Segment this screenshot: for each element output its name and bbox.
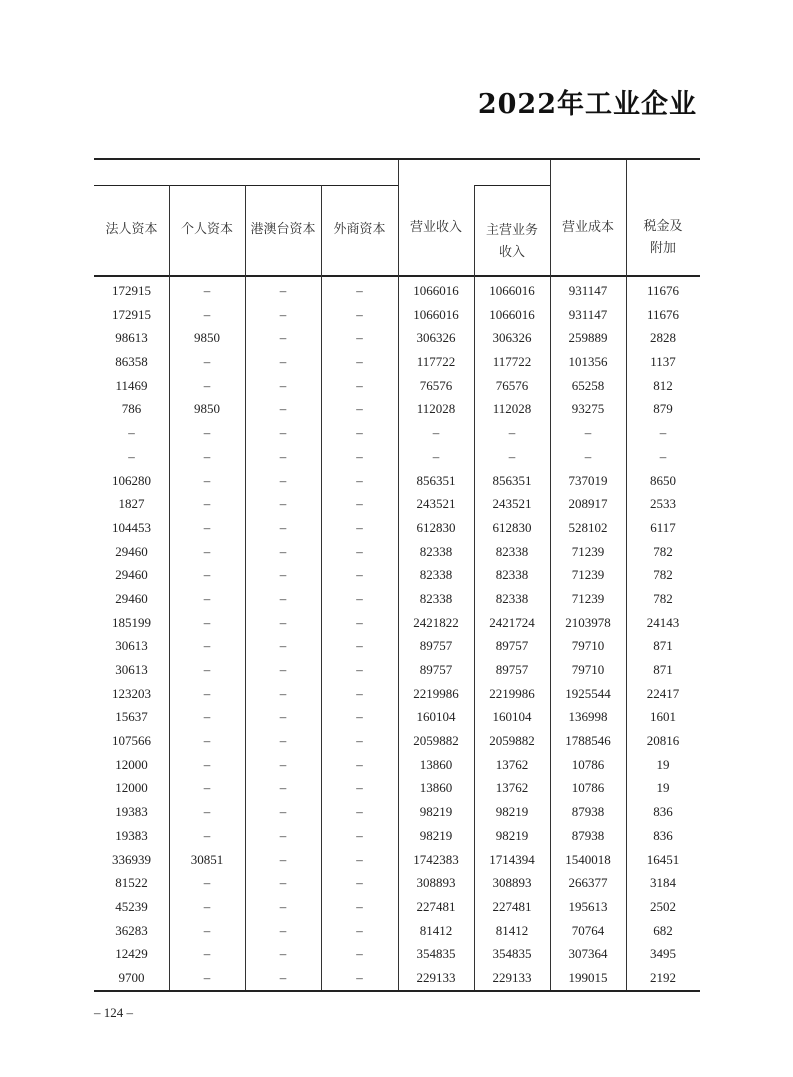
cell-operating-cost: –	[584, 425, 592, 441]
cell-hk-macao-taiwan-capital: –	[279, 543, 287, 559]
header-group-divider	[474, 185, 550, 186]
cell-personal-capital: –	[203, 472, 211, 488]
cell-main-business-revenue: 98219	[495, 827, 529, 843]
cell-operating-cost: 93275	[571, 401, 605, 417]
cell-personal-capital: –	[203, 283, 211, 298]
cell-hk-macao-taiwan-capital: –	[279, 662, 287, 678]
cell-operating-cost: –	[584, 448, 592, 464]
cell-personal-capital: –	[203, 780, 211, 796]
cell-taxes-surcharges: 8650	[650, 472, 676, 488]
cell-taxes-surcharges: 1601	[650, 709, 676, 725]
cell-main-business-revenue: 308893	[492, 875, 532, 891]
cell-hk-macao-taiwan-capital: –	[279, 922, 287, 938]
cell-operating-cost: 79710	[571, 662, 605, 678]
cell-legal-capital: 123203	[112, 685, 151, 701]
cell-operating-revenue: 1742383	[413, 851, 459, 867]
cell-operating-cost: 87938	[571, 804, 605, 820]
cell-legal-capital: 12000	[115, 780, 148, 796]
cell-operating-cost: 195613	[568, 898, 608, 914]
cell-main-business-revenue: 98219	[495, 804, 529, 820]
cell-foreign-capital: –	[356, 401, 363, 417]
cell-operating-revenue: 76576	[419, 377, 453, 393]
cell-hk-macao-taiwan-capital: –	[279, 709, 287, 725]
cell-legal-capital: 106280	[112, 472, 151, 488]
cell-legal-capital: 107566	[112, 733, 151, 749]
cell-hk-macao-taiwan-capital: –	[279, 330, 287, 346]
cell-operating-cost: 199015	[568, 970, 608, 985]
cell-main-business-revenue: 13762	[495, 780, 529, 796]
cell-personal-capital: –	[203, 970, 211, 985]
cell-main-business-revenue: 856351	[492, 472, 532, 488]
cell-legal-capital: 81522	[115, 875, 148, 891]
cell-hk-macao-taiwan-capital: –	[279, 448, 287, 464]
cell-personal-capital: –	[203, 709, 211, 725]
cell-operating-cost: 79710	[571, 638, 605, 654]
cell-main-business-revenue: 243521	[492, 496, 532, 512]
cell-legal-capital: 185199	[112, 614, 151, 630]
cell-operating-cost: 307364	[568, 946, 608, 962]
cell-foreign-capital: –	[356, 354, 363, 370]
cell-main-business-revenue: 160104	[492, 709, 532, 725]
cell-legal-capital: 30613	[115, 662, 148, 678]
cell-foreign-capital: –	[356, 590, 363, 606]
cell-personal-capital: –	[203, 946, 211, 962]
cell-foreign-capital: –	[356, 567, 363, 583]
cell-hk-macao-taiwan-capital: –	[279, 733, 287, 749]
cell-legal-capital: 12000	[115, 756, 148, 772]
header-operating-cost: 营业成本	[561, 220, 614, 235]
cell-legal-capital: 30613	[115, 638, 148, 654]
cell-taxes-surcharges: 2828	[650, 330, 676, 346]
table-top-border	[94, 158, 700, 160]
cell-hk-macao-taiwan-capital: –	[279, 638, 287, 654]
cell-operating-revenue: 82338	[419, 590, 453, 606]
cell-taxes-surcharges: 20816	[646, 733, 680, 749]
cell-hk-macao-taiwan-capital: –	[279, 496, 287, 512]
cell-main-business-revenue: 2219986	[489, 685, 535, 701]
cell-main-business-revenue: –	[508, 448, 516, 464]
cell-personal-capital: –	[203, 827, 211, 843]
cell-operating-revenue: 229133	[416, 970, 456, 985]
cell-foreign-capital: –	[356, 875, 363, 891]
cell-legal-capital: 172915	[112, 283, 151, 298]
cell-taxes-surcharges: 812	[653, 377, 673, 393]
header-personal-capital: 个人资本	[180, 222, 233, 237]
cell-main-business-revenue: 82338	[495, 543, 529, 559]
cell-foreign-capital: –	[356, 851, 363, 867]
cell-personal-capital: –	[203, 804, 211, 820]
cell-operating-revenue: 2219986	[413, 685, 459, 701]
cell-operating-revenue: 308893	[416, 875, 456, 891]
cell-legal-capital: 86358	[115, 354, 148, 370]
cell-operating-revenue: 112028	[416, 401, 456, 417]
cell-personal-capital: –	[203, 756, 211, 772]
cell-personal-capital: –	[203, 306, 211, 322]
cell-hk-macao-taiwan-capital: –	[279, 780, 287, 796]
cell-operating-cost: 528102	[568, 519, 608, 535]
cell-main-business-revenue: 82338	[495, 567, 529, 583]
header-hk-macao-taiwan-capital: 港澳台资本	[250, 222, 316, 237]
cell-operating-cost: 1925544	[565, 685, 611, 701]
cell-hk-macao-taiwan-capital: –	[279, 425, 287, 441]
cell-legal-capital: –	[128, 448, 135, 464]
cell-personal-capital: 9850	[194, 330, 220, 346]
cell-legal-capital: 29460	[115, 567, 148, 583]
cell-foreign-capital: –	[356, 898, 363, 914]
cell-personal-capital: –	[203, 567, 211, 583]
cell-operating-revenue: 13860	[419, 756, 453, 772]
cell-operating-revenue: 612830	[416, 519, 456, 535]
cell-hk-macao-taiwan-capital: –	[279, 614, 287, 630]
cell-operating-cost: 10786	[571, 756, 605, 772]
cell-hk-macao-taiwan-capital: –	[279, 851, 287, 867]
cell-hk-macao-taiwan-capital: –	[279, 519, 287, 535]
cell-hk-macao-taiwan-capital: –	[279, 898, 287, 914]
cell-foreign-capital: –	[356, 922, 363, 938]
cell-operating-cost: 1788546	[565, 733, 611, 749]
cell-foreign-capital: –	[356, 472, 363, 488]
cell-taxes-surcharges: 22417	[646, 685, 680, 701]
cell-foreign-capital: –	[356, 804, 363, 820]
cell-operating-revenue: 98219	[419, 827, 453, 843]
cell-taxes-surcharges: 782	[653, 567, 673, 583]
cell-taxes-surcharges: 6117	[650, 519, 676, 535]
cell-personal-capital: –	[203, 354, 211, 370]
cell-taxes-surcharges: 16451	[646, 851, 680, 867]
cell-personal-capital: –	[203, 733, 211, 749]
cell-personal-capital: –	[203, 543, 211, 559]
cell-hk-macao-taiwan-capital: –	[279, 567, 287, 583]
cell-operating-cost: 65258	[571, 377, 605, 393]
cell-legal-capital: 45239	[115, 898, 148, 914]
cell-personal-capital: –	[203, 614, 211, 630]
cell-personal-capital: –	[203, 519, 211, 535]
cell-main-business-revenue: 76576	[495, 377, 529, 393]
cell-operating-revenue: 2421822	[413, 614, 459, 630]
cell-foreign-capital: –	[356, 330, 363, 346]
cell-taxes-surcharges: –	[659, 425, 667, 441]
cell-operating-revenue: 306326	[416, 330, 456, 346]
cell-hk-macao-taiwan-capital: –	[279, 354, 287, 370]
table-bottom-border	[94, 990, 700, 992]
cell-personal-capital: –	[203, 448, 211, 464]
cell-main-business-revenue: 2059882	[489, 733, 535, 749]
cell-main-business-revenue: 1066016	[489, 306, 535, 322]
cell-hk-macao-taiwan-capital: –	[279, 377, 287, 393]
cell-main-business-revenue: 89757	[495, 662, 529, 678]
cell-operating-cost: 71239	[571, 543, 605, 559]
cell-personal-capital: –	[203, 590, 211, 606]
cell-foreign-capital: –	[356, 970, 363, 985]
cell-personal-capital: –	[203, 638, 211, 654]
cell-operating-revenue: –	[432, 425, 440, 441]
cell-main-business-revenue: 112028	[492, 401, 532, 417]
cell-hk-macao-taiwan-capital: –	[279, 472, 287, 488]
cell-taxes-surcharges: 1137	[650, 354, 676, 370]
header-taxes-surcharges: 税金及 附加	[643, 219, 683, 256]
cell-legal-capital: –	[128, 425, 135, 441]
cell-operating-revenue: –	[432, 448, 440, 464]
cell-foreign-capital: –	[356, 496, 363, 512]
cell-taxes-surcharges: 19	[656, 780, 670, 796]
cell-legal-capital: 11469	[115, 377, 148, 393]
cell-hk-macao-taiwan-capital: –	[279, 875, 287, 891]
cell-operating-cost: 208917	[568, 496, 608, 512]
cell-operating-revenue: 1066016	[413, 306, 459, 322]
cell-taxes-surcharges: 2533	[650, 496, 676, 512]
cell-taxes-surcharges: 19	[656, 756, 670, 772]
cell-operating-revenue: 354835	[416, 946, 456, 962]
cell-taxes-surcharges: 836	[653, 804, 673, 820]
cell-taxes-surcharges: 871	[653, 638, 673, 654]
cell-operating-cost: 1540018	[565, 851, 611, 867]
page-number: – 124 –	[94, 1005, 133, 1020]
cell-legal-capital: 104453	[112, 519, 151, 535]
header-legal-capital: 法人资本	[105, 222, 158, 237]
cell-personal-capital: 30851	[190, 851, 224, 867]
cell-hk-macao-taiwan-capital: –	[279, 970, 287, 985]
cell-foreign-capital: –	[356, 425, 363, 441]
cell-main-business-revenue: 306326	[492, 330, 532, 346]
cell-operating-revenue: 82338	[419, 567, 453, 583]
cell-legal-capital: 1827	[118, 496, 145, 512]
cell-operating-revenue: 82338	[419, 543, 453, 559]
header-foreign-capital: 外商资本	[333, 222, 386, 237]
cell-operating-cost: 101356	[568, 354, 608, 370]
cell-main-business-revenue: 2421724	[489, 614, 535, 630]
cell-taxes-surcharges: 879	[653, 401, 673, 417]
cell-personal-capital: –	[203, 496, 211, 512]
cell-foreign-capital: –	[356, 709, 363, 725]
cell-hk-macao-taiwan-capital: –	[279, 756, 287, 772]
cell-hk-macao-taiwan-capital: –	[279, 401, 287, 417]
cell-operating-revenue: 856351	[416, 472, 456, 488]
cell-hk-macao-taiwan-capital: –	[279, 946, 287, 962]
cell-main-business-revenue: –	[508, 425, 516, 441]
header-operating-revenue: 营业收入	[409, 220, 462, 235]
cell-main-business-revenue: 1066016	[489, 283, 535, 298]
cell-taxes-surcharges: 682	[653, 922, 673, 938]
cell-taxes-surcharges: 2192	[650, 970, 676, 985]
cell-taxes-surcharges: 782	[653, 590, 673, 606]
cell-legal-capital: 19383	[115, 804, 148, 820]
cell-operating-revenue: 1066016	[413, 283, 459, 298]
cell-operating-revenue: 81412	[419, 922, 453, 938]
cell-main-business-revenue: 81412	[495, 922, 529, 938]
cell-legal-capital: 29460	[115, 590, 148, 606]
cell-taxes-surcharges: 836	[653, 827, 673, 843]
cell-foreign-capital: –	[356, 756, 363, 772]
cell-hk-macao-taiwan-capital: –	[279, 306, 287, 322]
cell-legal-capital: 98613	[115, 330, 148, 346]
cell-taxes-surcharges: 24143	[646, 614, 680, 630]
cell-legal-capital: 9700	[118, 970, 145, 985]
cell-taxes-surcharges: –	[659, 448, 667, 464]
cell-main-business-revenue: 117722	[492, 354, 532, 370]
page-title: 2022年工业企业	[477, 89, 697, 120]
cell-legal-capital: 336939	[112, 851, 151, 867]
cell-operating-cost: 71239	[571, 590, 605, 606]
cell-operating-revenue: 89757	[419, 638, 453, 654]
cell-operating-revenue: 243521	[416, 496, 456, 512]
cell-main-business-revenue: 612830	[492, 519, 532, 535]
cell-personal-capital: –	[203, 922, 211, 938]
cell-taxes-surcharges: 3184	[650, 875, 676, 891]
header-main-business-revenue: 主营业务 收入	[485, 223, 538, 260]
cell-main-business-revenue: 354835	[492, 946, 532, 962]
header-bottom-border	[94, 275, 700, 277]
cell-personal-capital: 9850	[194, 401, 220, 417]
cell-personal-capital: –	[203, 662, 211, 678]
cell-operating-cost: 266377	[568, 875, 608, 891]
cell-hk-macao-taiwan-capital: –	[279, 827, 287, 843]
cell-main-business-revenue: 227481	[492, 898, 532, 914]
cell-foreign-capital: –	[356, 614, 363, 630]
cell-hk-macao-taiwan-capital: –	[279, 685, 287, 701]
cell-personal-capital: –	[203, 425, 211, 441]
cell-operating-cost: 10786	[571, 780, 605, 796]
cell-main-business-revenue: 13762	[495, 756, 529, 772]
cell-operating-cost: 70764	[571, 922, 605, 938]
cell-legal-capital: 12429	[115, 946, 148, 962]
cell-operating-revenue: 13860	[419, 780, 453, 796]
cell-legal-capital: 786	[121, 401, 142, 417]
cell-personal-capital: –	[203, 875, 211, 891]
cell-main-business-revenue: 82338	[495, 590, 529, 606]
cell-operating-cost: 87938	[571, 827, 605, 843]
header-group-divider	[94, 185, 398, 186]
cell-operating-revenue: 89757	[419, 662, 453, 678]
cell-personal-capital: –	[203, 377, 211, 393]
cell-operating-cost: 71239	[571, 567, 605, 583]
cell-foreign-capital: –	[356, 543, 363, 559]
cell-foreign-capital: –	[356, 306, 363, 322]
cell-taxes-surcharges: 3495	[650, 946, 676, 962]
cell-taxes-surcharges: 782	[653, 543, 673, 559]
cell-legal-capital: 36283	[115, 922, 148, 938]
cell-operating-revenue: 2059882	[413, 733, 459, 749]
cell-foreign-capital: –	[356, 638, 363, 654]
cell-operating-revenue: 117722	[416, 354, 456, 370]
cell-operating-revenue: 160104	[416, 709, 456, 725]
cell-main-business-revenue: 229133	[492, 970, 532, 985]
cell-hk-macao-taiwan-capital: –	[279, 590, 287, 606]
cell-foreign-capital: –	[356, 733, 363, 749]
cell-taxes-surcharges: 871	[653, 662, 673, 678]
cell-foreign-capital: –	[356, 827, 363, 843]
cell-foreign-capital: –	[356, 448, 363, 464]
cell-taxes-surcharges: 11676	[646, 283, 680, 298]
cell-operating-cost: 259889	[568, 330, 608, 346]
cell-operating-cost: 737019	[568, 472, 608, 488]
cell-taxes-surcharges: 2502	[650, 898, 676, 914]
cell-foreign-capital: –	[356, 377, 363, 393]
cell-operating-cost: 931147	[568, 283, 608, 298]
cell-operating-revenue: 98219	[419, 804, 453, 820]
cell-personal-capital: –	[203, 898, 211, 914]
cell-foreign-capital: –	[356, 685, 363, 701]
cell-main-business-revenue: 89757	[495, 638, 529, 654]
cell-foreign-capital: –	[356, 780, 363, 796]
cell-operating-cost: 931147	[568, 306, 608, 322]
cell-operating-cost: 2103978	[565, 614, 611, 630]
cell-legal-capital: 19383	[115, 827, 148, 843]
cell-hk-macao-taiwan-capital: –	[279, 283, 287, 298]
cell-legal-capital: 15637	[115, 709, 148, 725]
cell-taxes-surcharges: 11676	[646, 306, 680, 322]
cell-operating-cost: 136998	[568, 709, 608, 725]
cell-foreign-capital: –	[356, 662, 363, 678]
cell-legal-capital: 29460	[115, 543, 148, 559]
cell-foreign-capital: –	[356, 946, 363, 962]
cell-hk-macao-taiwan-capital: –	[279, 804, 287, 820]
cell-foreign-capital: –	[356, 519, 363, 535]
cell-operating-revenue: 227481	[416, 898, 456, 914]
cell-personal-capital: –	[203, 685, 211, 701]
cell-foreign-capital: –	[356, 283, 363, 298]
cell-main-business-revenue: 1714394	[489, 851, 535, 867]
cell-legal-capital: 172915	[112, 306, 151, 322]
